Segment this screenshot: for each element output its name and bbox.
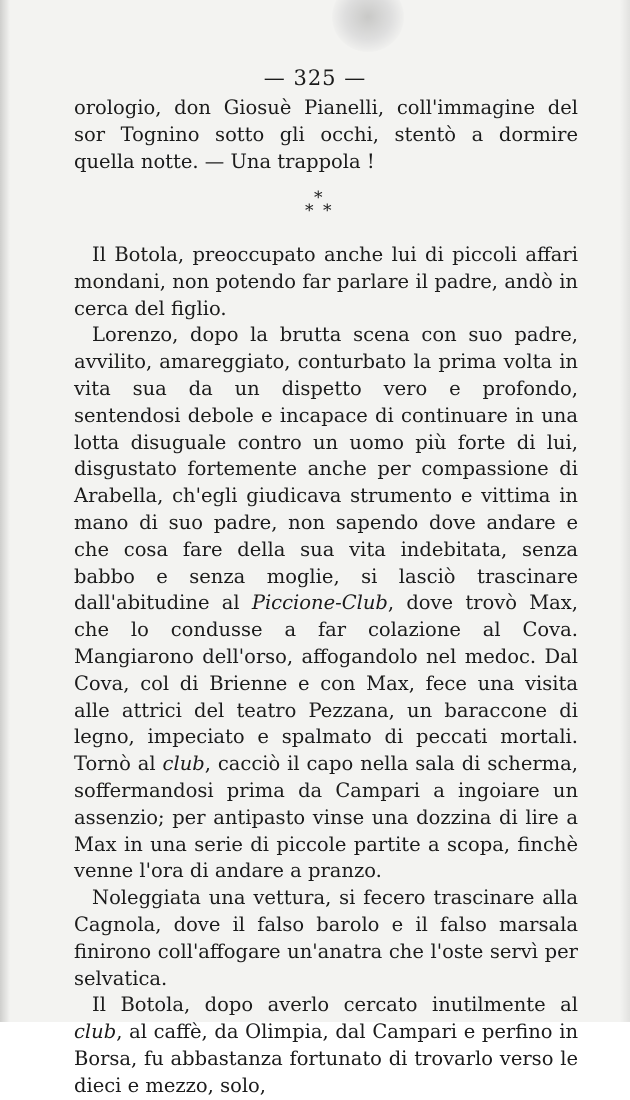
paragraph-lorenzo-part3: , cacciò il capo nella sala di scherma, soffermandosi prima da Campari a ingoiare un assenzio; per antipasto vinse una dozzina di lire a Max in una serie di piccole partite a scopa, finchè venne l'ora di andare a pranzo. bbox=[74, 752, 578, 883]
italic-piccione-club: Piccione-Club bbox=[251, 591, 388, 615]
chapter-text bbox=[74, 242, 578, 1100]
paragraph-botola-intro: Il Botola, preoccupato anche lui di piccoli affari mondani, non potendo far parlare il padre, andò in cerca del figlio. bbox=[74, 243, 578, 320]
paper-stain bbox=[332, 0, 404, 52]
continuation-paragraph: orologio, don Giosuè Pianelli, coll'immagine del sor Tognino sotto gli occhi, stentò a dormire quella notte. — Una trappola ! bbox=[74, 96, 578, 173]
paragraph-botola-search bbox=[74, 992, 578, 1099]
asterism-star-right: * bbox=[323, 201, 332, 221]
paragraph-botola-search-part1: Il Botola, dopo averlo cercato inutilmente al bbox=[92, 993, 578, 1017]
paragraph-cagnola: Noleggiata una vettura, si fecero trascinare alla Cagnola, dove il falso barolo e il falso marsala finirono coll'affogare un'anatra che l'oste servì per selvatica. bbox=[74, 886, 578, 990]
page-number: — 325 — bbox=[263, 66, 367, 90]
italic-club: club bbox=[162, 752, 205, 776]
paragraph-botola-search-part2: , al caffè, da Olimpia, dal Campari e perfino in Borsa, fu abbastanza fortunato di trovarlo verso le dieci e mezzo, solo, bbox=[74, 1020, 578, 1097]
italic-club-2: club bbox=[74, 1020, 117, 1044]
asterism-star-top: * bbox=[314, 188, 323, 208]
paragraph-lorenzo-part2: , dove trovò Max, che lo condusse a far colazione al Cova. Mangiarono dell'orso, affogandolo nel medoc. Dal Cova, col di Brienne e con Max, fece una visita alle attrici del teatro Pezzana, un baraccone di legno, impeciato e spalmato di peccati mortali. Tornò al bbox=[74, 591, 578, 776]
continuation-block bbox=[74, 95, 578, 175]
asterism-separator bbox=[300, 190, 340, 220]
paragraph-lorenzo-part1: Lorenzo, dopo la brutta scena con suo padre, avvilito, amareggiato, conturbato la prima volta in vita sua da un dispetto vero e profondo, sentendosi debole e incapace di continuare in una lotta disuguale contro un uomo più forte di lui, disgustato fortemente anche per compassione di Arabella, ch'egli giudicava strumento e vittima in mano di suo padre, non sapendo dove andare e che cosa fare della sua vita indebitata, senza babbo e senza moglie, si lasciò trascinare dall'abitudine al bbox=[74, 323, 578, 615]
asterism-star-left: * bbox=[305, 201, 314, 221]
paragraph-lorenzo bbox=[74, 322, 578, 885]
